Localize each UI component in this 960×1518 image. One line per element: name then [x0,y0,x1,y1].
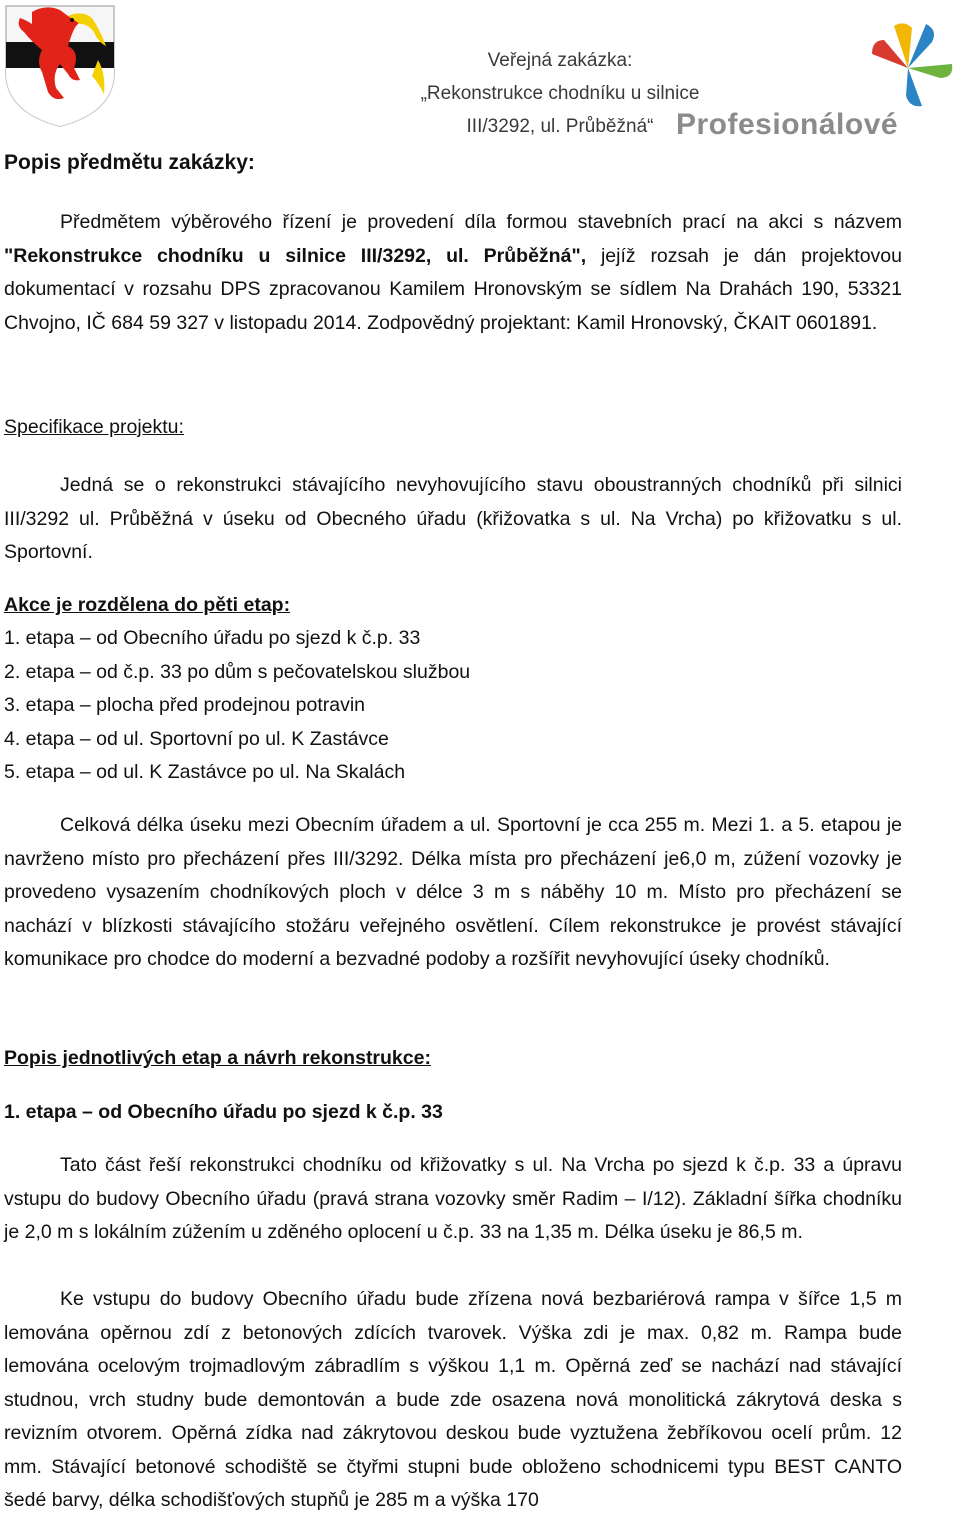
pinwheel-logo-icon [676,16,958,108]
stage1-paragraph-2: Ke vstupu do budovy Obecního úřadu bude zřízena nová bezbariérová rampa v šířce 1,5 m lemována opěrnou zdí z betonových zdících tvarovek. Výška zdi je max. 0,82 m. Rampa bude lemována ocelovým trojmadlovým zábradlím s výškou 1,1 m. Opěrná zeď se nachází nad stávající studnou, vrch studny bude demontován a bude zde osazena nová monolitická zákrytová deska s revizním otvorem. Opěrná zídka nad zákrytovou deskou bude vyztužena žebříkovou ocelí prům. 12 mm. Stávající betonové schodiště se čtyřmi stupni bude obloženo schodnicemi typu BEST CANTO šedé barvy, délka schodišťových stupňů je 285 m a výška 170 [4,1288,902,1511]
details-heading: Popis jednotlivých etap a návrh rekonstrukce: [4,1047,431,1069]
list-item: 3. etapa – plocha před prodejnou potravin [4,694,366,716]
stage1-paragraph-1: Tato část řeší rekonstrukci chodníku od křižovatky s ul. Na Vrcha po sjezd k č.p. 33 a úpravu vstupu do budovy Obecního úřadu (pravá strana vozovky směr Radim – I/12). Základní šířka chodníku je 2,0 m s lokálním zúžením u zděného oplocení u č.p. 33 na 1,35 m. Délka úseku je 86,5 m. [4,1154,902,1243]
overview-paragraph: Celková délka úseku mezi Obecním úřadem a ul. Sportovní je cca 255 m. Mezi 1. a 5. etapou je navrženo místo pro přecházení přes III/3292. Délka místa pro přecházení je6,0 m, zúžení vozovky je provedeno vysazením chodníkových ploch v délce 3 m s náběhy 10 m. Místo pro přecházení se nachází v blízkosti stávajícího stožáru veřejného osvětlení. Cílem rekonstrukce je provést stávající komunikace pro chodce do moderní a bezvadné podoby a rozšířit nevyhovující úseky chodníků. [4,814,902,970]
list-item: 4. etapa – od ul. Sportovní po ul. K Zastávce [4,727,389,750]
intro-text-pre: Předmětem výběrového řízení je provedení díla formou stavebních prací na akci s názvem [60,211,902,233]
list-item: 5. etapa – od ul. K Zastávce po ul. Na Skalách [4,761,406,783]
stages-heading: Akce je rozdělena do pěti etap: [4,594,291,616]
stage1-heading: 1. etapa – od Obecního úřadu po sjezd k č.p. 33 [4,1101,443,1123]
spec-heading: Specifikace projektu: [4,416,184,438]
intro-text-post: jejíž rozsah je dán projektovou dokumentací v rozsahu DPS zpracovanou Kamilem Hronovským se sídlem Na Drahách 190, 53321 Chvojno, IČ 684 59 327 v listopadu 2014. Zodpovědný projektant: Kamil Hronovský, ČKAIT 0601891. [4,244,902,334]
logo-wordmark: Profesionálové [676,108,899,141]
stages-list [4,622,902,790]
list-item: 1. etapa – od Obecního úřadu po sjezd k č.p. 33 [4,627,421,649]
profesionalove-logo [676,16,958,140]
intro-paragraph [4,206,902,340]
header-title-block [400,44,720,143]
list-item: 2. etapa – od č.p. 33 po dům s pečovatelskou službou [4,660,471,683]
spec-paragraph: Jedná se o rekonstrukci stávajícího nevyhovujícího stavu oboustranných chodníků při silnici III/3292 ul. Průběžná v úseku od Obecného úřadu (křižovatka s ul. Na Vrcha) po křižovatku s ul. Sportovní. [4,474,902,563]
tender-label: Veřejná zakázka: [487,50,633,71]
section-title: Popis předmětu zakázky: [4,151,255,174]
tender-project-name: „Rekonstrukce chodníku u silnice III/3292, ul. Průběžná“ [420,83,700,137]
intro-project-name: "Rekonstrukce chodníku u silnice III/3292, ul. Průběžná", [4,244,587,267]
municipal-crest-icon [2,2,118,128]
